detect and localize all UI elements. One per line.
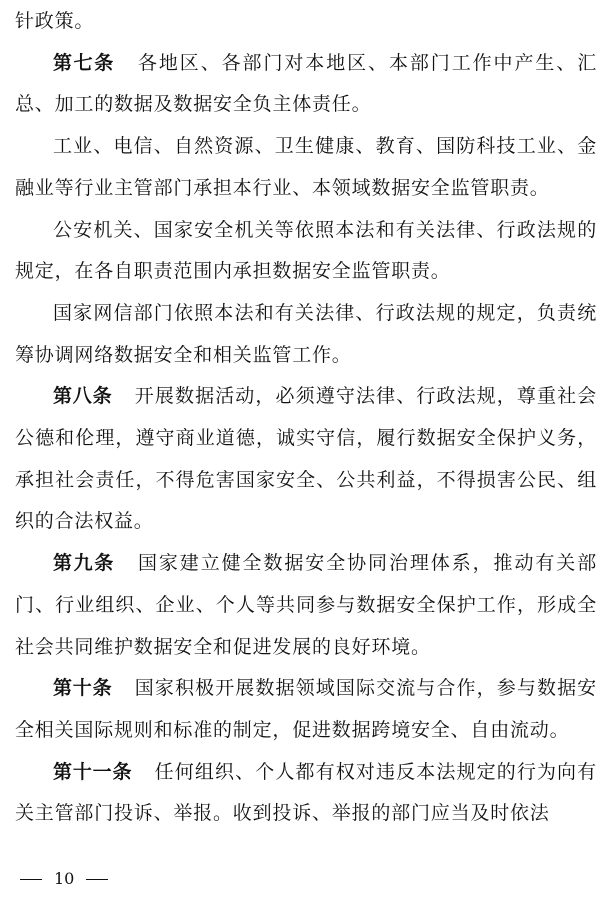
paragraph: [15, 668, 597, 751]
paragraph-text: 各地区、各部门对本地区、本部门工作中产生、汇总、加工的数据及数据安全负主体责任。: [15, 51, 597, 116]
paragraph-text: 针政策。: [15, 10, 95, 32]
paragraph: [15, 126, 597, 209]
article-title: 第十条: [53, 677, 113, 700]
article-title: 第七条: [53, 51, 115, 74]
article-title: 第十一条: [53, 760, 133, 783]
footer-dash-left: [20, 879, 42, 880]
page-number: 10: [54, 869, 75, 888]
paragraph-text: 国家建立健全数据安全协同治理体系，推动有关部门、行业组织、企业、个人等共同参与数据安全保护工作，形成全社会共同维护数据安全和促进发展的良好环境。: [15, 552, 597, 658]
paragraph-text: 国家积极开展数据领域国际交流与合作，参与数据安全相关国际规则和标准的制定，促进数据跨境安全、自由流动。: [15, 677, 597, 741]
paragraph-text: 开展数据活动，必须遵守法律、行政法规，尊重社会公德和伦理，遵守商业道德，诚实守信，履行数据安全保护义务，承担社会责任，不得危害国家安全、公共利益，不得损害公民、组织的合法权益。: [15, 385, 597, 533]
paragraph: [15, 43, 597, 126]
paragraph-text: 国家网信部门依照本法和有关法律、行政法规的规定，负责统筹协调网络数据安全和相关监管工作。: [15, 301, 597, 366]
footer-dash-right: [86, 879, 108, 880]
paragraph-text: 任何组织、个人都有权对违反本法规定的行为向有关主管部门投诉、举报。收到投诉、举报的部门应当及时依法: [15, 760, 597, 825]
article-title: 第九条: [53, 552, 115, 575]
paragraph: [15, 376, 597, 543]
paragraph: [15, 543, 597, 668]
paragraph: [15, 210, 597, 293]
page-footer: [20, 868, 108, 890]
article-title: 第八条: [53, 385, 113, 408]
paragraph: [15, 1, 597, 43]
paragraph-text: 公安机关、国家安全机关等依照本法和有关法律、行政法规的规定，在各自职责范围内承担数据安全监管职责。: [15, 218, 597, 283]
paragraph: [15, 293, 597, 376]
paragraph: [15, 752, 597, 835]
document-body: [15, 1, 597, 835]
paragraph-text: 工业、电信、自然资源、卫生健康、教育、国防科技工业、金融业等行业主管部门承担本行业、本领域数据安全监管职责。: [15, 135, 597, 199]
